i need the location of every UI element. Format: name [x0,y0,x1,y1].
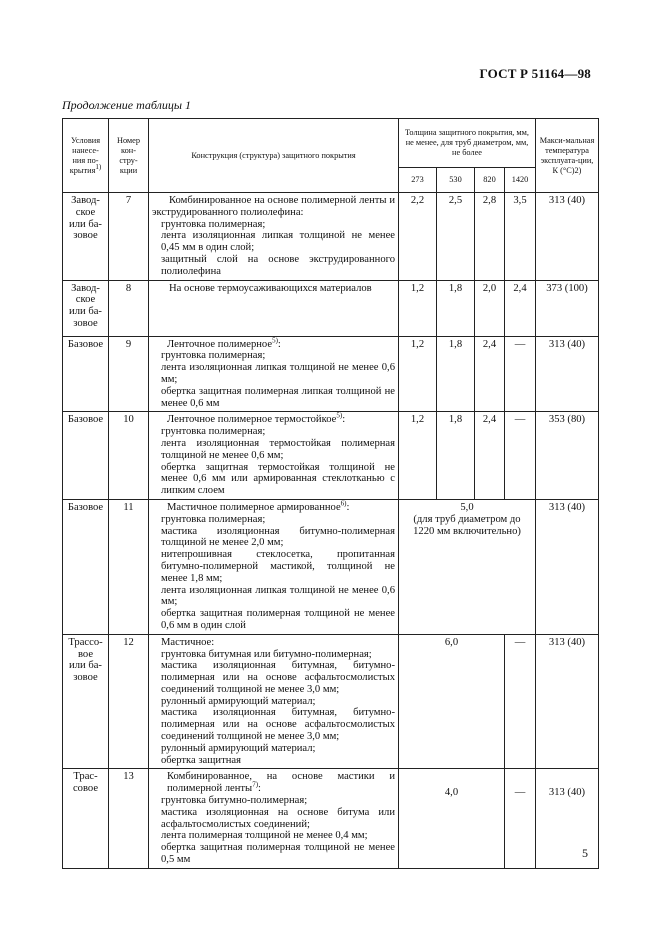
construction-cell: На основе термоусаживающихся материалов [149,280,399,336]
header-construction: Конструкция (структура) защитного покрытия [149,119,399,193]
thickness-merged-cell [399,499,536,634]
thickness-value: 4,0 [399,769,505,868]
thickness-value: — [505,769,536,868]
max-temp-value: 313 (40) [536,499,599,634]
standard-designation: ГОСТ Р 51164—98 [479,66,591,81]
table-row [63,499,599,634]
construction-cell: Ленточное полимерное термостойкое$^{5)}$: грунтовка полимерная; лента изоляционная термостойкая полимерная толщиной не менее 0,6 мм; обертка защитная термостойкая толщиной не менее 0,6 мм или армированная стеклотканью с липким слоем [149,412,399,500]
thickness-value: 5,0 [460,501,474,513]
max-temp-value: 313 (40) [536,634,599,769]
table-row [63,193,599,281]
header-diameter: 530 [437,168,475,193]
thickness-value: 2,0 [475,280,505,336]
max-temp-value: 353 (80) [536,412,599,500]
construction-number: 9 [109,336,149,412]
construction-number: 11 [109,499,149,634]
construction-number: 13 [109,769,149,868]
thickness-value: 1,8 [437,412,475,500]
thickness-value: — [505,336,536,412]
conditions-cell: Завод- ское или ба- зовое [63,280,109,336]
thickness-value: — [505,412,536,500]
coating-table [62,118,599,869]
thickness-value: 1,2 [399,336,437,412]
header-thickness: Толщина защитного покрытия, мм, не менее, для труб диаметром, мм, не более [399,119,536,168]
construction-cell: Комбинированное, на основе мастики и полимерной ленты$^{7)}$: грунтовка битумно-полимерная; мастика изоляционная на основе битума или асфальтосмолистых соединений; лента полимерная толщиной не менее 0,4 мм; обертка защитная полимерная толщиной не менее 0,5 мм [149,769,399,868]
thickness-value: 2,4 [475,336,505,412]
thickness-value: — [505,634,536,769]
construction-number: 10 [109,412,149,500]
max-temp-value: 313 (40) [536,193,599,281]
table-row [63,336,599,412]
table-continuation-label: Продолжение таблицы 1 [62,98,192,112]
conditions-cell: Базовое [63,336,109,412]
thickness-value: 2,5 [437,193,475,281]
max-temp-value: 313 (40) [536,769,599,868]
thickness-value: 2,4 [475,412,505,500]
conditions-cell: Трас- совое [63,769,109,868]
construction-number: 8 [109,280,149,336]
conditions-cell: Завод- ское или ба- зовое [63,193,109,281]
conditions-cell: Базовое [63,499,109,634]
thickness-note: (для труб диаметром до 1220 мм включительно) [413,513,521,537]
thickness-value: 1,2 [399,280,437,336]
construction-cell: Комбинированное на основе полимерной ленты и экструдированного полиолефина: грунтовка полимерная; лента изоляционная липкая толщиной не менее 0,45 мм в один слой; защитный слой на основе экструдированного полиолефина [149,193,399,281]
header-diameter: 820 [475,168,505,193]
page-number: 5 [582,846,588,860]
thickness-value: 1,8 [437,336,475,412]
construction-number: 7 [109,193,149,281]
thickness-value: 2,2 [399,193,437,281]
conditions-cell: Трассо- вое или ба- зовое [63,634,109,769]
header-diameter: 273 [399,168,437,193]
thickness-value: 1,2 [399,412,437,500]
max-temp-value: 373 (100) [536,280,599,336]
thickness-value: 6,0 [399,634,505,769]
thickness-value: 2,8 [475,193,505,281]
thickness-value: 3,5 [505,193,536,281]
table-row [63,769,599,868]
thickness-value: 1,8 [437,280,475,336]
construction-number: 12 [109,634,149,769]
table-row [63,280,599,336]
thickness-value: 2,4 [505,280,536,336]
table-row [63,634,599,769]
header-max-temp: Макси-мальная температура эксплуата-ции, К (°С)2) [536,119,599,193]
construction-cell: Мастичное полимерное армированное$^{6)}$: грунтовка полимерная; мастика изоляционная битумно-полимерная толщиной не менее 2,0 мм; нитепрошивная стеклосетка, пропитанная битумно-полимерной мастикой, толщиной не менее 1,8 мм; лента изоляционная липкая толщиной не менее 0,6 мм; обертка защитная полимерная толщиной не менее 0,6 мм в один слой [149,499,399,634]
conditions-cell: Базовое [63,412,109,500]
max-temp-value: 313 (40) [536,336,599,412]
construction-cell: Ленточное полимерное$^{5)}$: грунтовка полимерная; лента изоляционная липкая толщиной не менее 0,6 мм; обертка защитная полимерная липкая толщиной не менее 0,6 мм [149,336,399,412]
header-conditions: Условия нанесе-ния по-крытия$^{1)}$ [63,119,109,193]
header-number: Номер кон-стру-кции [109,119,149,193]
header-diameter: 1420 [505,168,536,193]
table-row [63,412,599,500]
construction-cell: Мастичное: грунтовка битумная или битумно-полимерная; мастика изоляционная битумная, битумно-полимерная или на основе асфальтосмолистых соединений толщиной не менее 3,0 мм; рулонный армирующий материал; мастика изоляционная битумная, битумно-полимерная или на основе асфальтосмолистых соединений толщиной не менее 3,0 мм; рулонный армирующий материал; обертка защитная [149,634,399,769]
